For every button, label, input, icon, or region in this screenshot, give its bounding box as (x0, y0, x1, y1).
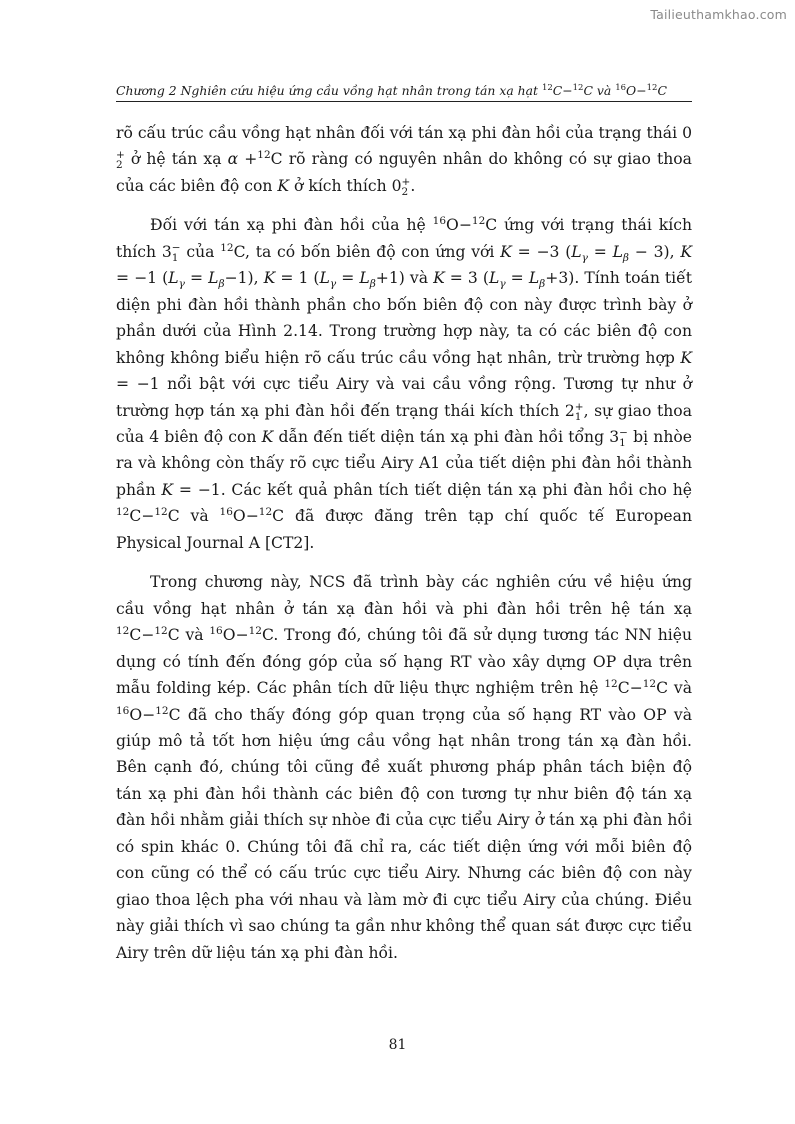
watermark: Tailieuthamkhao.com (650, 7, 787, 22)
running-head: Chương 2 Nghiên cứu hiệu ứng cầu vồng hạt nhân trong tán xạ hạt $^{12}$C−$^{12}$C và $^{16}$O−$^{12}$C (116, 83, 692, 102)
paragraph-2: Đối với tán xạ phi đàn hồi của hệ $^{16}$O−$^{12}$C ứng với trạng thái kích thích 3 − 1 của $^{12}$C, ta có bốn biên độ con ứng với K = −3 $(L_\gamma = L_\beta - 3)$, K = −1 $(L_\gamma = L_\beta-1)$, K = 1 $(L_\gamma = L_\beta+1)$ và K = 3 $(L_\gamma = L_\beta+3)$. Tính toán tiết diện phi đàn hồi thành phần cho bốn biên độ con này được trình bày ở phần dưới của Hình 2.14. Trong trường hợp này, ta có các biên độ con không không biểu hiện rõ cấu trúc cầu vồng hạt nhân, trừ trường hợp K = −1 nổi bật với cực tiểu Airy và vai cầu vồng rộng. Tương tự như ở trường hợp tán xạ phi đàn hồi đến trạng thái kích thích 2 + 1 , sự giao thoa của 4 biên độ con K dẫn đến tiết diện tán xạ phi đàn hồi tổng 3 − 1 bị nhòe ra và không còn thấy rõ cực tiểu Airy A1 của tiết diện phi đàn hồi thành phần K = −1. Các kết quả phân tích tiết diện tán xạ phi đàn hồi cho hệ $^{12}$C−$^{12}$C và $^{16}$O−$^{12}$C đã được đăng trên tạp chí quốc tế European Physical Journal A [CT2]. (116, 215, 693, 552)
body-text (116, 120, 692, 979)
page-number: 81 (388, 1037, 407, 1053)
paragraph-3: Trong chương này, NCS đã trình bày các nghiên cứu về hiệu ứng cầu vồng hạt nhân ở tán xạ đàn hồi và phi đàn hồi trên hệ tán xạ $^{12}$C−$^{12}$C và $^{16}$O−$^{12}$C. Trong đó, chúng tôi đã sử dụng tương tác NN hiệu dụng có tính đến đóng góp của số hạng RT vào xây dựng OP dựa trên mẫu folding kép. Các phân tích dữ liệu thực nghiệm trên hệ $^{12}$C−$^{12}$C và $^{16}$O−$^{12}$C đã cho thấy đóng góp quan trọng của số hạng RT vào OP và giúp mô tả tốt hơn hiệu ứng cầu vồng hạt nhân trong tán xạ đàn hồi. Bên cạnh đó, chúng tôi cũng đề xuất phương pháp phân tách biện độ tán xạ phi đàn hồi thành các biên độ con tương tự như biên độ tán xạ đàn hồi nhằm giải thích sự nhòe đi của cực tiểu Airy ở tán xạ phi đàn hồi có spin khác 0. Chúng tôi đã chỉ ra, các tiết diện ứng với mỗi biên độ con cũng có thể có cấu trúc cực tiểu Airy. Nhưng các biên độ con này giao thoa lệch pha với nhau và làm mờ đi cực tiểu Airy của chúng. Điều này giải thích vì sao chúng ta gần như không thể quan sát được cực tiểu Airy trên dữ liệu tán xạ phi đàn hồi. (116, 573, 692, 962)
paragraph-1: rõ cấu trúc cầu vồng hạt nhân đối với tán xạ phi đàn hồi của trạng thái 0 + 2 ở hệ tán xạ α +$^{12}$C rõ ràng có nguyên nhân do không có sự giao thoa của các biên độ con K ở kích thích 0 + 2 . (116, 124, 692, 198)
